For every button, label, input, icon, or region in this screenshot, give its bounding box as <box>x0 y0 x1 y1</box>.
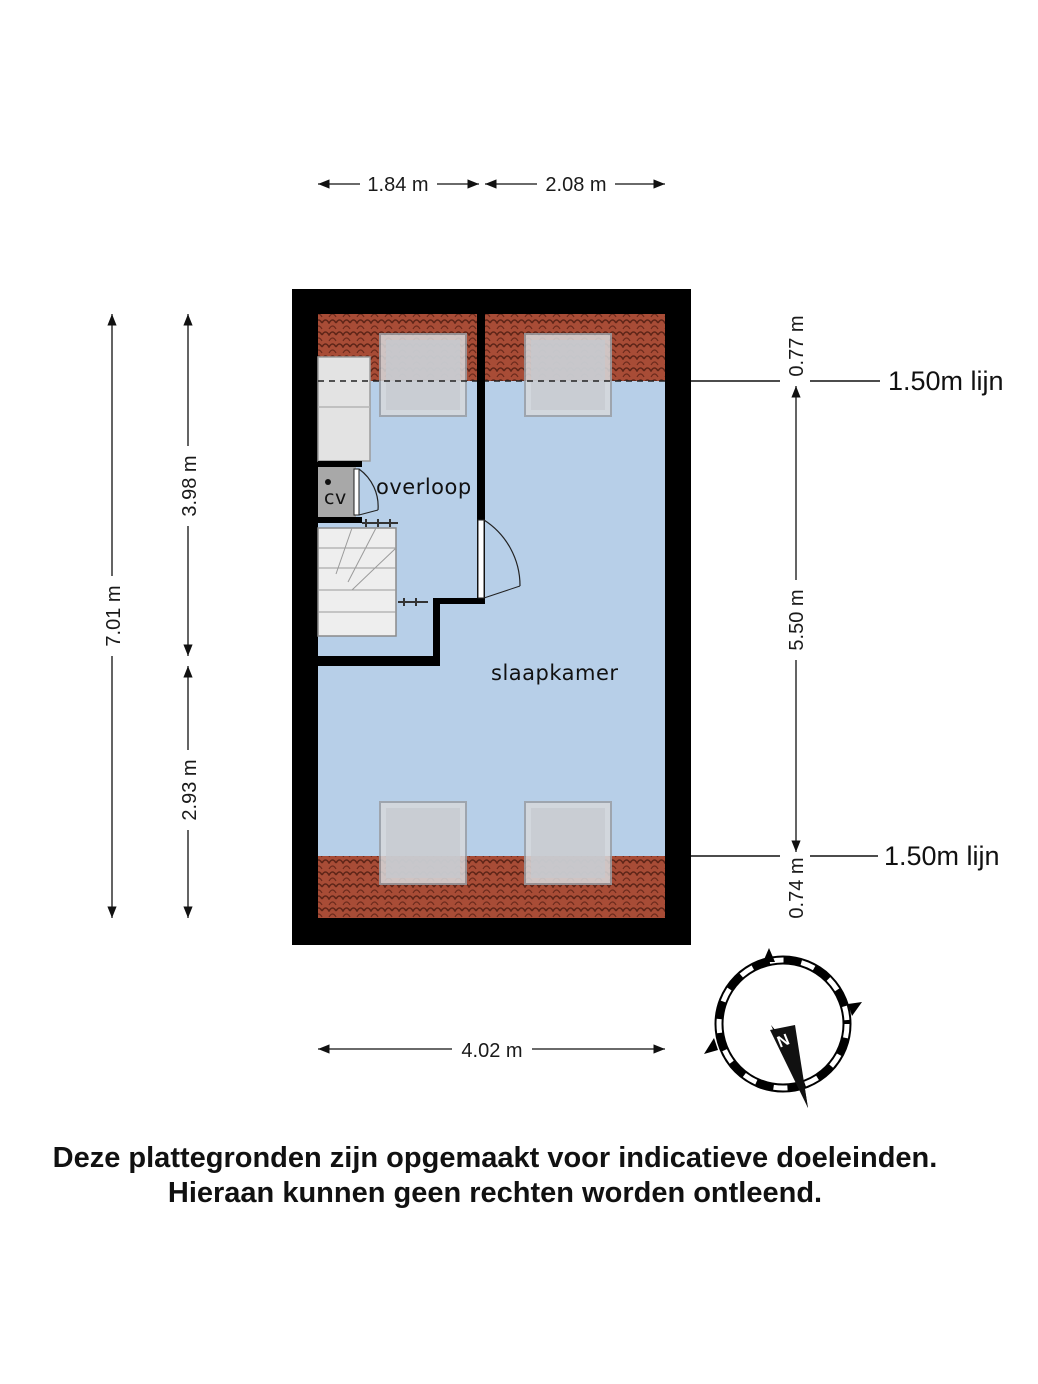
cabinet <box>318 357 370 461</box>
skylight-bottom-left <box>380 802 466 884</box>
disclaimer-line-1: Deze plattegronden zijn opgemaakt voor indicatieve doeleinden. <box>52 1142 938 1174</box>
dim-left-total: 7.01 m <box>103 585 125 647</box>
disclaimer-line-2: Hieraan kunnen geen rechten worden ontleend. <box>167 1177 823 1209</box>
dim-right-middle: 5.50 m <box>786 589 808 651</box>
cv-label: cv <box>324 487 347 509</box>
dim-right-top: 0.77 m <box>786 315 808 377</box>
dim-left-lower: 2.93 m <box>179 759 201 821</box>
roof-tiles-bottom <box>318 856 665 918</box>
room-label-slaapkamer: slaapkamer <box>491 661 619 685</box>
skylight-bottom-right <box>525 802 611 884</box>
bedroom-door <box>478 520 484 598</box>
dim-bottom: 4.02 m <box>461 1040 523 1062</box>
skylight-top-left <box>380 334 466 416</box>
height-line-label-top: 1.50m lijn <box>888 366 1004 396</box>
dim-left-upper: 3.98 m <box>179 455 201 517</box>
room-label-overloop: overloop <box>376 475 472 499</box>
skylight-top-right <box>525 334 611 416</box>
compass-north-label: N <box>775 1031 793 1052</box>
dim-top-right: 2.08 m <box>545 174 607 196</box>
compass <box>704 948 862 1108</box>
dim-top-left: 1.84 m <box>367 174 429 196</box>
dim-right-bottom: 0.74 m <box>786 857 808 919</box>
height-line-label-bottom: 1.50m lijn <box>884 841 1000 871</box>
